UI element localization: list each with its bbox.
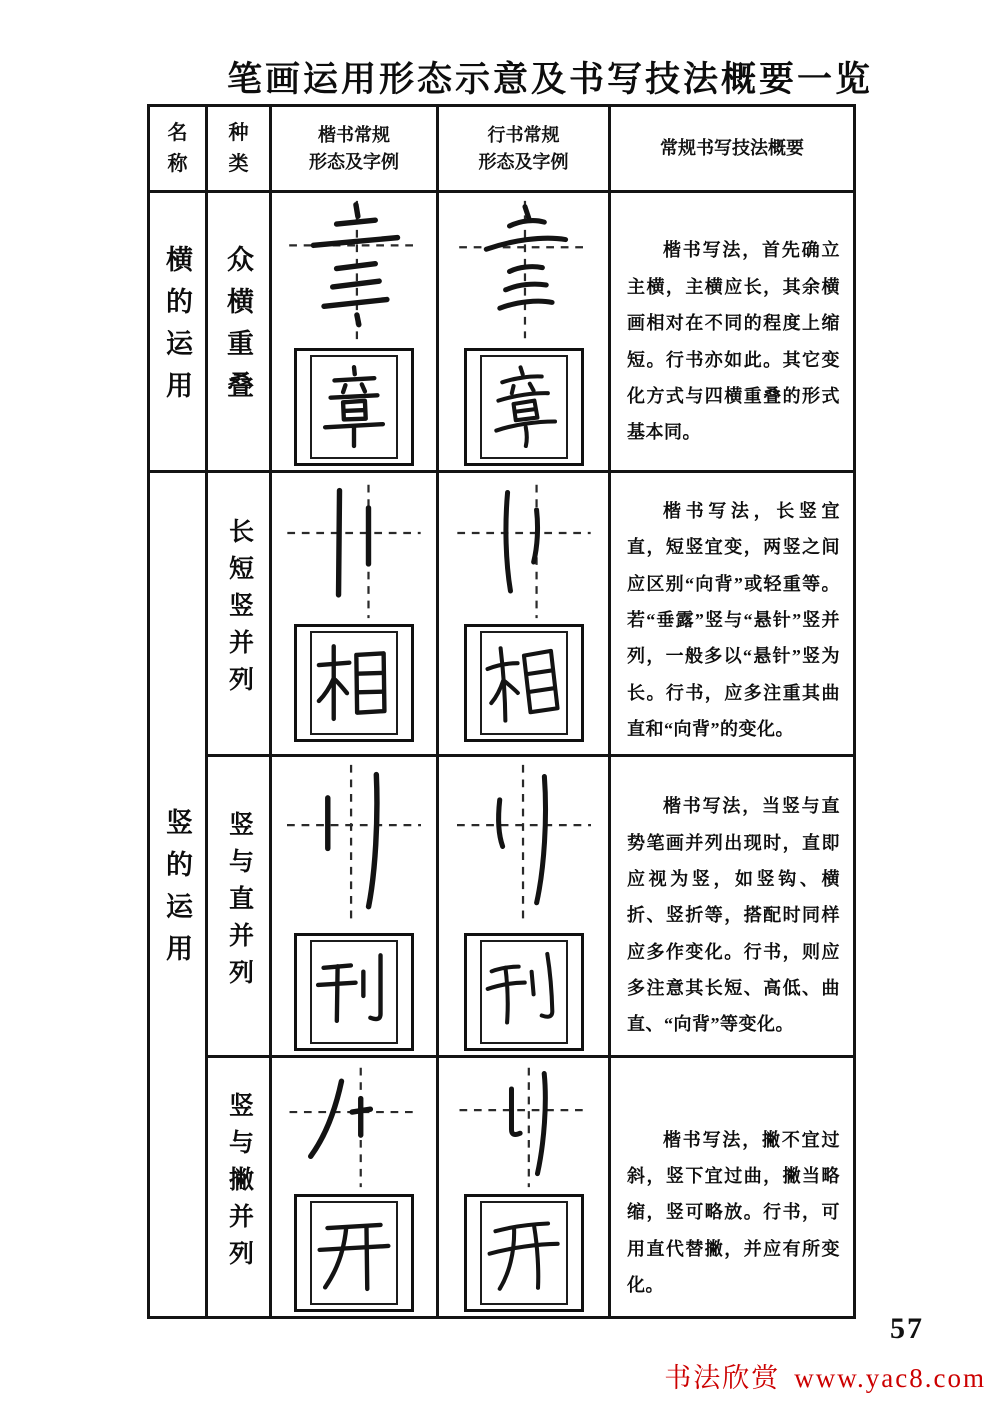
xingshu-char-xiang-drawing bbox=[485, 635, 563, 731]
kaishu-char-kan-drawing bbox=[315, 944, 393, 1040]
header-summary: 常规书写技法概要 bbox=[610, 106, 855, 192]
xingshu-char-kai-drawing bbox=[485, 1205, 563, 1301]
page-title: 笔画运用形态示意及书写技法概要一览 bbox=[226, 60, 873, 99]
technique-cell bbox=[610, 192, 855, 472]
table-row bbox=[149, 1056, 855, 1317]
xingshu-char-kan-drawing bbox=[485, 944, 563, 1040]
vertical-pair-xingshu-diagram bbox=[449, 477, 599, 620]
vertical-straight-kaishu-diagram bbox=[279, 761, 429, 929]
xingshu-example-cell bbox=[438, 1056, 610, 1317]
example-char-box bbox=[464, 348, 584, 466]
technique-text: 楷书写法，长竖宜直，短竖宜变，两竖之间应区别“向背”或轻重等。若“垂露”竖与“悬针”竖并列，一般多以“悬针”竖为长。行书，应多注重其曲直和“向背”的变化。 bbox=[627, 501, 840, 740]
technique-text: 楷书写法，撇不宜过斜，竖下宜过曲，撇当略缩，竖可略放。行书，可用直代替撇，并应有所变化。 bbox=[627, 1129, 840, 1296]
footer-site-name: 书法欣赏 bbox=[664, 1363, 781, 1393]
vertical-straight-xingshu-diagram bbox=[449, 761, 599, 929]
page-number: 57 bbox=[890, 1312, 924, 1345]
example-char-box bbox=[294, 1194, 414, 1312]
example-char-box bbox=[294, 933, 414, 1051]
xingshu-example-cell bbox=[438, 192, 610, 472]
example-char-box bbox=[294, 348, 414, 466]
stacked-horizontals-xingshu-diagram bbox=[449, 197, 599, 344]
table-row bbox=[149, 192, 855, 472]
vertical-pair-kaishu-diagram bbox=[279, 477, 429, 620]
header-name: 名称 bbox=[149, 106, 207, 192]
technique-text: 楷书写法，当竖与直势笔画并列出现时，直即应视为竖，如竖钩、横折、竖折等，搭配时同样应多作变化。行书，则应多注意其长短、高低、曲直、“向背”等变化。 bbox=[627, 796, 840, 1035]
table-row bbox=[149, 755, 855, 1056]
footer-site-url: www.yac8.com bbox=[794, 1363, 986, 1393]
type-label-zhonghengchongdie: 众横重叠 bbox=[207, 192, 271, 472]
vertical-pie-kaishu-diagram bbox=[279, 1062, 429, 1190]
type-label-shuyupie: 竖与撇并列 bbox=[207, 1056, 271, 1317]
technique-table bbox=[147, 104, 856, 1319]
group-label-shu: 竖的运用 bbox=[149, 472, 207, 1318]
kaishu-example-cell bbox=[271, 1056, 438, 1317]
xingshu-example-cell bbox=[438, 755, 610, 1056]
type-label-shuyuzhi: 竖与直并列 bbox=[207, 755, 271, 1056]
header-row bbox=[149, 106, 855, 192]
kaishu-char-xiang-drawing bbox=[315, 635, 393, 731]
kaishu-example-cell bbox=[271, 472, 438, 756]
kaishu-char-kai-drawing bbox=[315, 1205, 393, 1301]
type-label-changduanshu: 长短竖并列 bbox=[207, 472, 271, 756]
kaishu-example-cell bbox=[271, 755, 438, 1056]
example-char-box bbox=[464, 624, 584, 742]
example-char-box bbox=[464, 933, 584, 1051]
header-kaishu: 楷书常规 形态及字例 bbox=[271, 106, 438, 192]
kaishu-char-zhang-drawing bbox=[315, 359, 393, 455]
vertical-pie-xingshu-diagram bbox=[449, 1062, 599, 1190]
stacked-horizontals-kaishu-diagram bbox=[279, 197, 429, 344]
header-type: 种类 bbox=[207, 106, 271, 192]
footer-watermark bbox=[664, 1356, 986, 1395]
kaishu-example-cell bbox=[271, 192, 438, 472]
header-xingshu: 行书常规 形态及字例 bbox=[438, 106, 610, 192]
technique-cell bbox=[610, 472, 855, 756]
example-char-box bbox=[464, 1194, 584, 1312]
example-char-box bbox=[294, 624, 414, 742]
xingshu-char-zhang-drawing bbox=[485, 359, 563, 455]
technique-cell bbox=[610, 755, 855, 1056]
technique-cell bbox=[610, 1056, 855, 1317]
xingshu-example-cell bbox=[438, 472, 610, 756]
technique-text: 楷书写法，首先确立主横，主横应长，其余横画相对在不同的程度上缩短。行书亦如此。其它变化方式与四横重叠的形式基本同。 bbox=[627, 240, 840, 443]
group-label-heng: 横的运用 bbox=[149, 192, 207, 472]
table-row bbox=[149, 472, 855, 756]
